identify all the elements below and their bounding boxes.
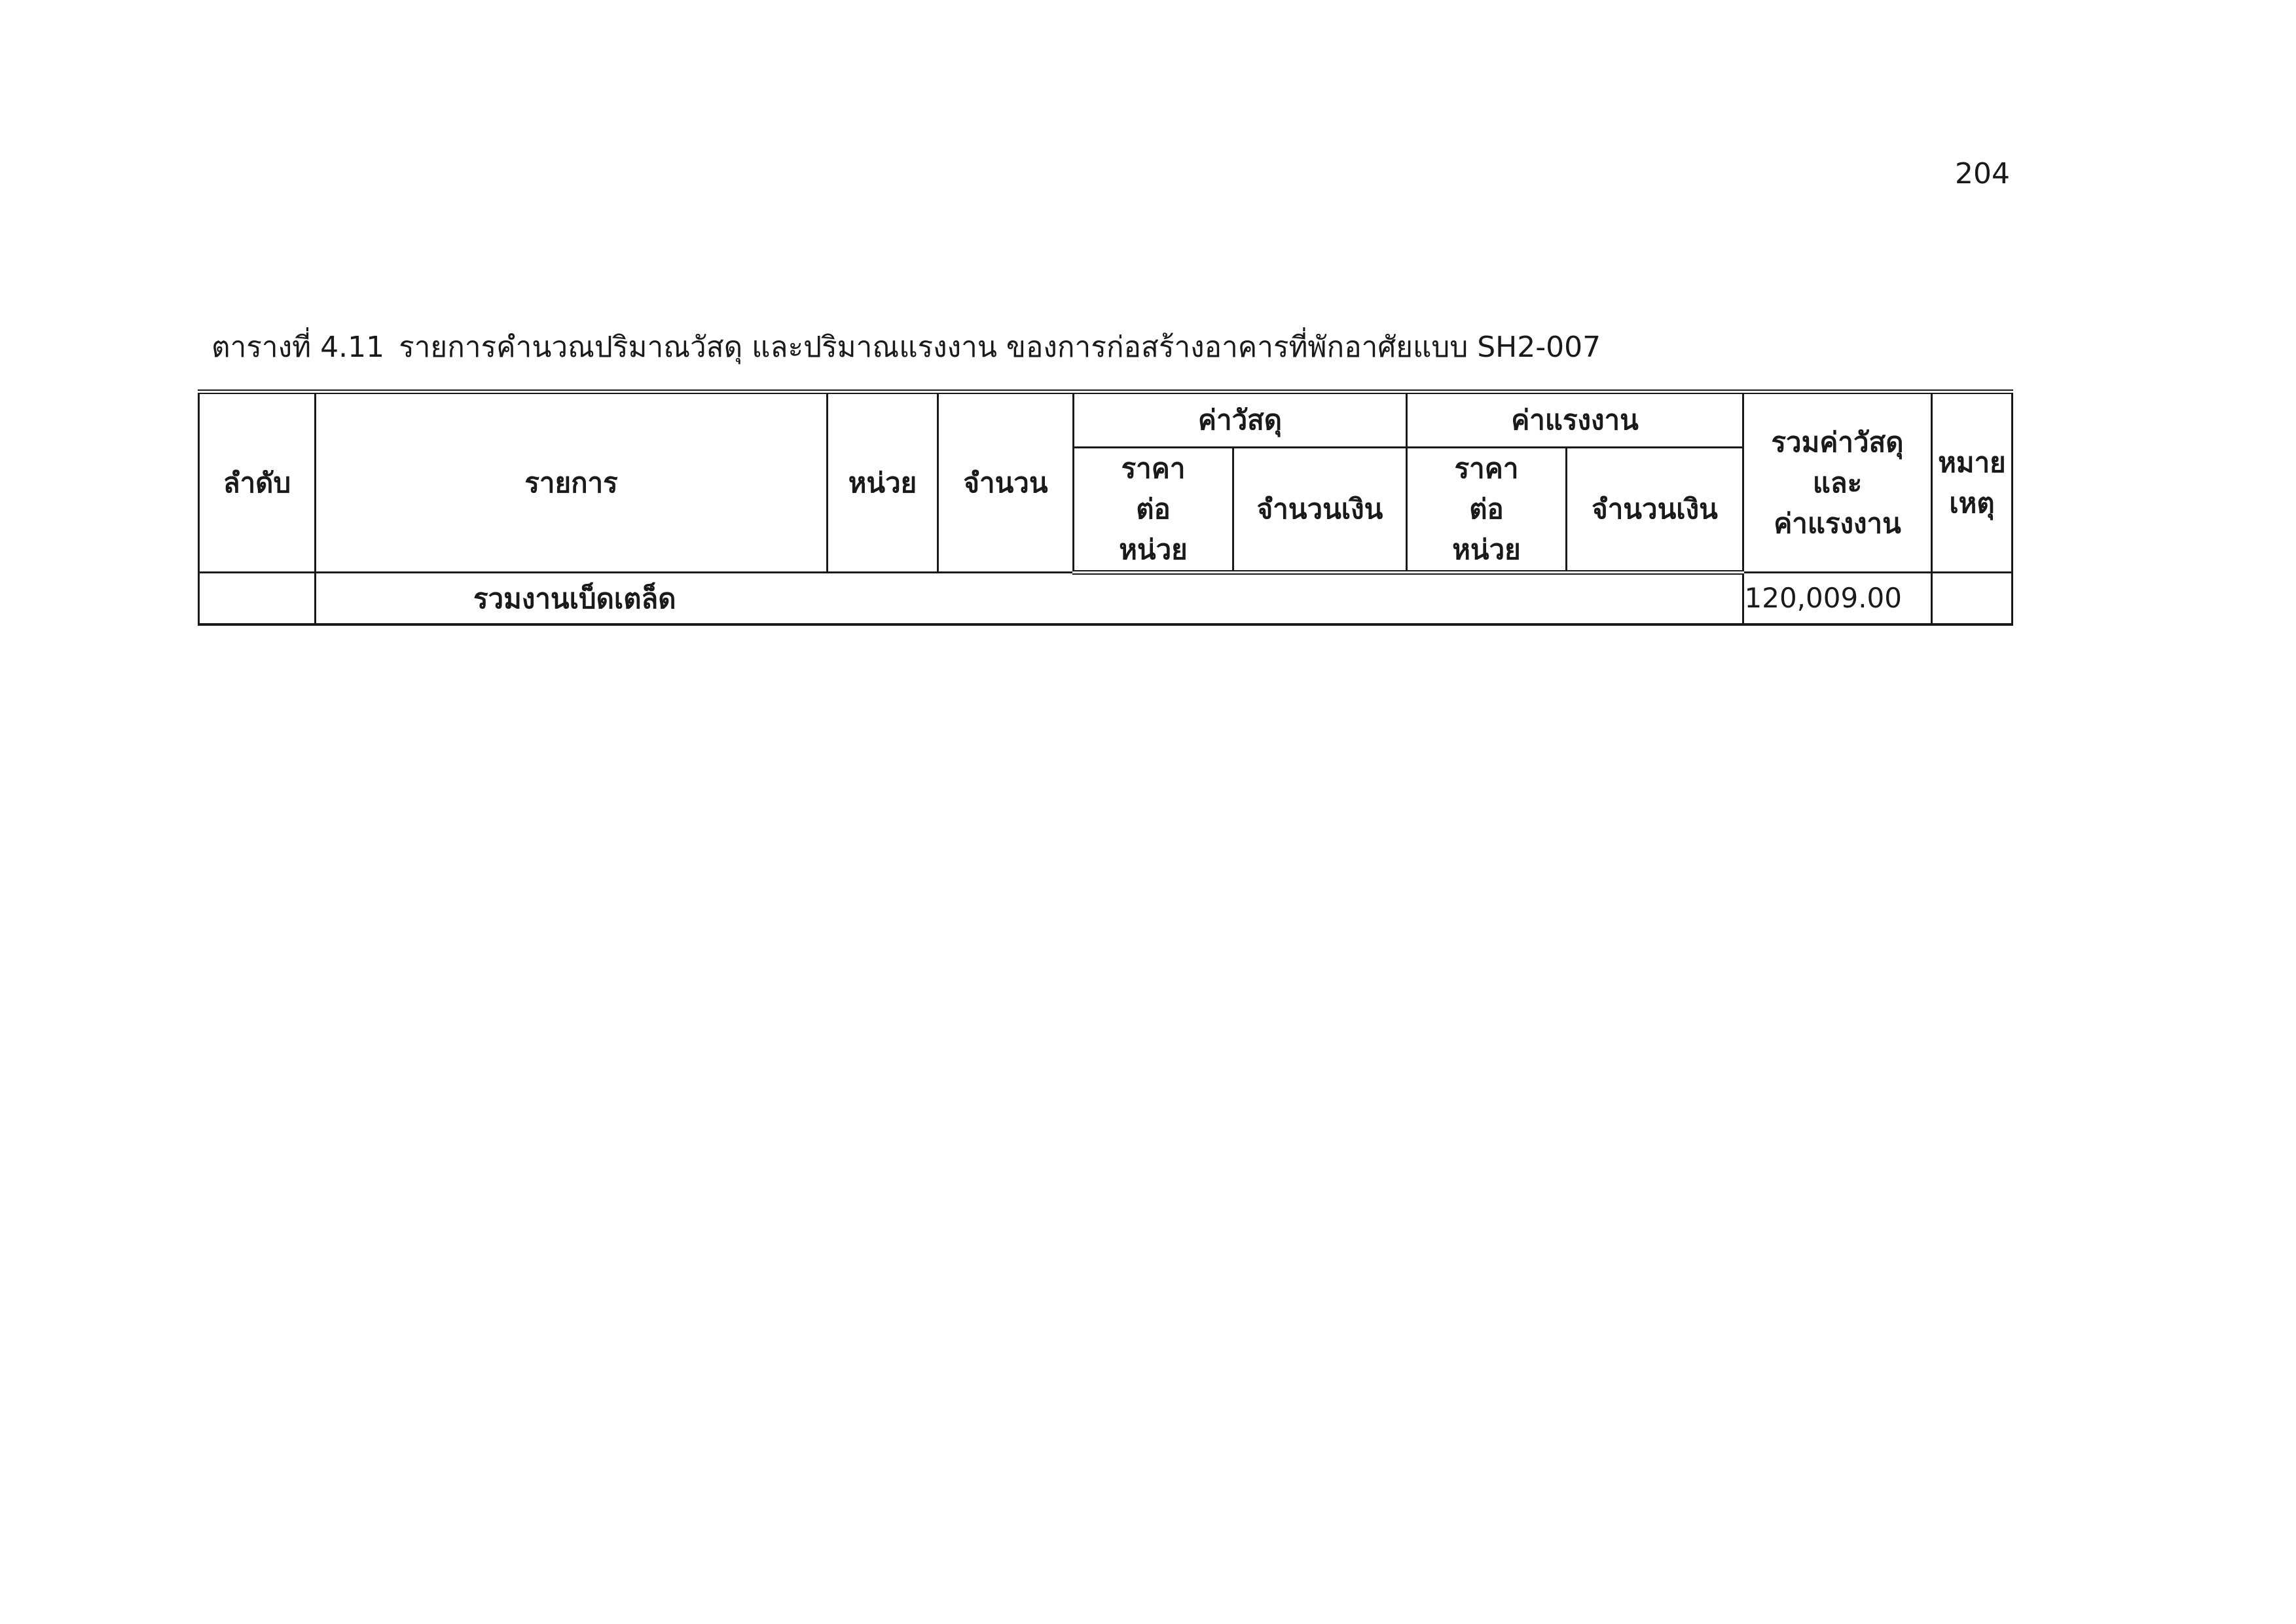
row-item: รวมงานเบ็ดเตล็ด xyxy=(316,573,1743,625)
row-order xyxy=(199,573,316,625)
table-row xyxy=(199,573,2013,625)
header-unit: หน่วย xyxy=(828,392,938,573)
header-total: รวมค่าวัสดุ และ ค่าแรงงาน xyxy=(1743,392,1932,573)
table-caption xyxy=(211,329,1601,366)
header-quantity: จำนวน xyxy=(938,392,1074,573)
page-number: 204 xyxy=(1955,157,2010,190)
header-material-amount: จำนวนเงิน xyxy=(1233,448,1407,573)
caption-text: รายการคำนวณปริมาณวัสดุ และปริมาณแรงงาน ของการก่อสร้างอาคารที่พักอาศัยแบบ SH2-007 xyxy=(399,331,1601,364)
row-remark xyxy=(1932,573,2013,625)
header-remark: หมาย เหตุ xyxy=(1932,392,2013,573)
header-order: ลำดับ xyxy=(199,392,316,573)
header-labor-cost: ค่าแรงงาน xyxy=(1407,392,1743,448)
caption-label: ตารางที่ 4.11 xyxy=(211,331,385,364)
boq-table xyxy=(198,389,2013,626)
header-material-cost: ค่าวัสดุ xyxy=(1074,392,1407,448)
header-item: รายการ xyxy=(316,392,828,573)
header-labor-amount: จำนวนเงิน xyxy=(1567,448,1743,573)
header-material-unit-price: ราคาต่อ หน่วย xyxy=(1074,448,1233,573)
header-labor-unit-price: ราคาต่อ หน่วย xyxy=(1407,448,1567,573)
row-total: 120,009.00 xyxy=(1743,573,1932,625)
header-row-top xyxy=(199,392,2013,448)
